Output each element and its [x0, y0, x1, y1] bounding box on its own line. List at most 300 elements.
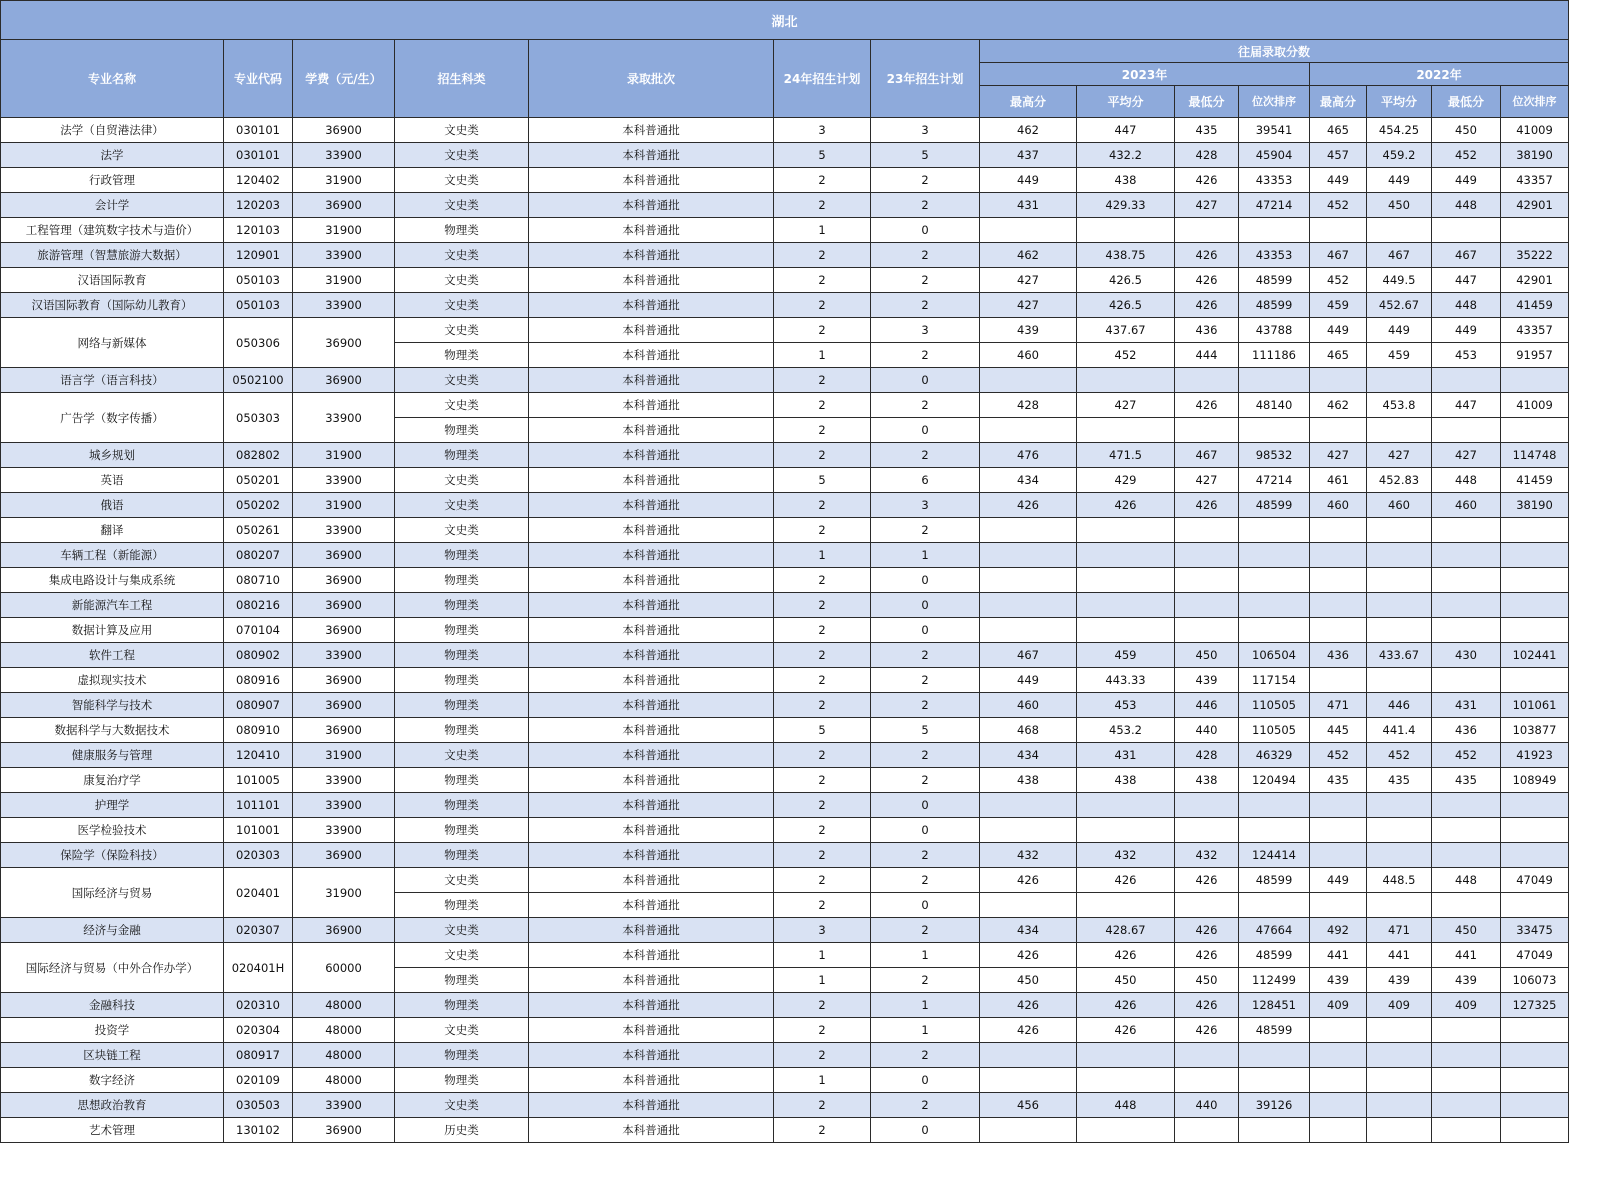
major-cell: 法学: [1, 143, 224, 168]
avg-2022-cell: [1367, 568, 1432, 593]
plan24-cell: 2: [774, 868, 871, 893]
subject-cell: 文史类: [395, 193, 529, 218]
plan24-cell: 2: [774, 518, 871, 543]
table-row: [1, 143, 1569, 168]
plan24-cell: 1: [774, 543, 871, 568]
rank-2022-cell: 41009: [1501, 118, 1569, 143]
fee-cell: 33900: [293, 518, 395, 543]
major-cell: 国际经济与贸易: [1, 868, 224, 918]
min-2023-cell: 426: [1175, 493, 1239, 518]
plan23-cell: 2: [871, 268, 980, 293]
fee-cell: 36900: [293, 1118, 395, 1143]
min-2023-cell: 426: [1175, 268, 1239, 293]
batch-cell: 本科普通批: [529, 743, 774, 768]
batch-cell: 本科普通批: [529, 1093, 774, 1118]
rank-2023-cell: [1239, 1118, 1310, 1143]
fee-cell: 33900: [293, 293, 395, 318]
avg-2023-cell: [1077, 1118, 1175, 1143]
plan24-cell: 2: [774, 1093, 871, 1118]
fee-cell: 60000: [293, 943, 395, 993]
max-2022-cell: [1310, 1118, 1367, 1143]
min-2022-cell: 449: [1432, 168, 1501, 193]
max-2023-cell: 450: [980, 968, 1077, 993]
min-2022-cell: 447: [1432, 393, 1501, 418]
major-cell: 会计学: [1, 193, 224, 218]
rank-2023-cell: [1239, 1068, 1310, 1093]
batch-cell: 本科普通批: [529, 1068, 774, 1093]
plan23-cell: 2: [871, 918, 980, 943]
min-2023-cell: [1175, 818, 1239, 843]
avg-2023-cell: 438.75: [1077, 243, 1175, 268]
subject-cell: 物理类: [395, 593, 529, 618]
avg-2023-cell: 431: [1077, 743, 1175, 768]
plan24-cell: 2: [774, 818, 871, 843]
rank-2022-cell: [1501, 793, 1569, 818]
rank-2023-cell: [1239, 593, 1310, 618]
min-2022-cell: 439: [1432, 968, 1501, 993]
rank-2023-cell: 47664: [1239, 918, 1310, 943]
min-2023-cell: 426: [1175, 868, 1239, 893]
subject-cell: 文史类: [395, 743, 529, 768]
header-avg-2023: 平均分: [1077, 86, 1175, 118]
min-2022-cell: 450: [1432, 918, 1501, 943]
max-2023-cell: 439: [980, 318, 1077, 343]
max-2023-cell: [980, 218, 1077, 243]
code-cell: 120103: [224, 218, 293, 243]
table-row: [1, 768, 1569, 793]
max-2023-cell: [980, 368, 1077, 393]
rank-2022-cell: [1501, 843, 1569, 868]
avg-2022-cell: 452.67: [1367, 293, 1432, 318]
plan24-cell: 2: [774, 443, 871, 468]
major-cell: 翻译: [1, 518, 224, 543]
code-cell: 120402: [224, 168, 293, 193]
avg-2022-cell: 427: [1367, 443, 1432, 468]
min-2022-cell: 436: [1432, 718, 1501, 743]
fee-cell: 36900: [293, 593, 395, 618]
table-row: [1, 1018, 1569, 1043]
min-2022-cell: 431: [1432, 693, 1501, 718]
plan23-cell: 0: [871, 368, 980, 393]
min-2022-cell: 453: [1432, 343, 1501, 368]
avg-2023-cell: 459: [1077, 643, 1175, 668]
rank-2023-cell: 110505: [1239, 693, 1310, 718]
batch-cell: 本科普通批: [529, 793, 774, 818]
code-cell: 101101: [224, 793, 293, 818]
plan23-cell: 2: [871, 1043, 980, 1068]
avg-2023-cell: 429.33: [1077, 193, 1175, 218]
header-year-2022: 2022年: [1310, 63, 1569, 86]
plan23-cell: 2: [871, 768, 980, 793]
max-2022-cell: 461: [1310, 468, 1367, 493]
plan24-cell: 2: [774, 993, 871, 1018]
avg-2022-cell: 449: [1367, 168, 1432, 193]
max-2022-cell: 471: [1310, 693, 1367, 718]
max-2023-cell: 467: [980, 643, 1077, 668]
plan24-cell: 1: [774, 943, 871, 968]
plan23-cell: 0: [871, 568, 980, 593]
batch-cell: 本科普通批: [529, 343, 774, 368]
batch-cell: 本科普通批: [529, 268, 774, 293]
max-2022-cell: 452: [1310, 268, 1367, 293]
subject-cell: 物理类: [395, 968, 529, 993]
major-cell: 软件工程: [1, 643, 224, 668]
avg-2023-cell: 426: [1077, 493, 1175, 518]
code-cell: 050103: [224, 268, 293, 293]
fee-cell: 31900: [293, 168, 395, 193]
plan23-cell: 0: [871, 818, 980, 843]
major-cell: 康复治疗学: [1, 768, 224, 793]
subject-cell: 物理类: [395, 618, 529, 643]
plan24-cell: 5: [774, 718, 871, 743]
header-major: 专业名称: [1, 40, 224, 118]
rank-2022-cell: 43357: [1501, 318, 1569, 343]
code-cell: 120410: [224, 743, 293, 768]
code-cell: 050103: [224, 293, 293, 318]
plan23-cell: 0: [871, 218, 980, 243]
avg-2022-cell: 454.25: [1367, 118, 1432, 143]
avg-2023-cell: 438: [1077, 168, 1175, 193]
avg-2023-cell: [1077, 218, 1175, 243]
avg-2023-cell: [1077, 793, 1175, 818]
max-2022-cell: 409: [1310, 993, 1367, 1018]
plan23-cell: 2: [871, 693, 980, 718]
max-2022-cell: [1310, 668, 1367, 693]
min-2023-cell: [1175, 368, 1239, 393]
fee-cell: 33900: [293, 393, 395, 443]
avg-2022-cell: 450: [1367, 193, 1432, 218]
plan23-cell: 1: [871, 1018, 980, 1043]
major-cell: 车辆工程（新能源）: [1, 543, 224, 568]
max-2023-cell: 432: [980, 843, 1077, 868]
max-2023-cell: [980, 568, 1077, 593]
min-2022-cell: 435: [1432, 768, 1501, 793]
table-row: [1, 393, 1569, 418]
min-2023-cell: 427: [1175, 193, 1239, 218]
avg-2023-cell: [1077, 818, 1175, 843]
rank-2023-cell: 48599: [1239, 943, 1310, 968]
major-cell: 思想政治教育: [1, 1093, 224, 1118]
max-2023-cell: [980, 618, 1077, 643]
plan23-cell: 0: [871, 793, 980, 818]
avg-2023-cell: 471.5: [1077, 443, 1175, 468]
avg-2023-cell: [1077, 893, 1175, 918]
avg-2023-cell: 453: [1077, 693, 1175, 718]
min-2022-cell: 450: [1432, 118, 1501, 143]
min-2022-cell: 460: [1432, 493, 1501, 518]
rank-2023-cell: [1239, 368, 1310, 393]
min-2023-cell: 446: [1175, 693, 1239, 718]
table-row: [1, 543, 1569, 568]
avg-2023-cell: [1077, 543, 1175, 568]
batch-cell: 本科普通批: [529, 368, 774, 393]
avg-2023-cell: [1077, 368, 1175, 393]
code-cell: 080902: [224, 643, 293, 668]
major-cell: 语言学（语言科技）: [1, 368, 224, 393]
rank-2023-cell: 48599: [1239, 1018, 1310, 1043]
batch-cell: 本科普通批: [529, 718, 774, 743]
batch-cell: 本科普通批: [529, 418, 774, 443]
code-cell: 020303: [224, 843, 293, 868]
rank-2023-cell: [1239, 543, 1310, 568]
min-2023-cell: 438: [1175, 768, 1239, 793]
avg-2023-cell: [1077, 418, 1175, 443]
major-cell: 保险学（保险科技）: [1, 843, 224, 868]
header-subject: 招生科类: [395, 40, 529, 118]
plan24-cell: 1: [774, 218, 871, 243]
batch-cell: 本科普通批: [529, 1118, 774, 1143]
min-2022-cell: [1432, 368, 1501, 393]
max-2023-cell: [980, 893, 1077, 918]
avg-2022-cell: [1367, 368, 1432, 393]
subject-cell: 物理类: [395, 643, 529, 668]
min-2022-cell: 427: [1432, 443, 1501, 468]
batch-cell: 本科普通批: [529, 893, 774, 918]
avg-2022-cell: [1367, 218, 1432, 243]
major-cell: 健康服务与管理: [1, 743, 224, 768]
table-row: [1, 693, 1569, 718]
min-2023-cell: [1175, 793, 1239, 818]
avg-2023-cell: [1077, 1043, 1175, 1068]
min-2023-cell: 450: [1175, 968, 1239, 993]
code-cell: 050201: [224, 468, 293, 493]
min-2022-cell: [1432, 818, 1501, 843]
avg-2022-cell: 449: [1367, 318, 1432, 343]
min-2022-cell: [1432, 418, 1501, 443]
max-2023-cell: 438: [980, 768, 1077, 793]
plan23-cell: 1: [871, 993, 980, 1018]
avg-2022-cell: [1367, 1093, 1432, 1118]
max-2022-cell: 465: [1310, 343, 1367, 368]
rank-2022-cell: [1501, 1068, 1569, 1093]
min-2022-cell: 448: [1432, 293, 1501, 318]
header-code: 专业代码: [224, 40, 293, 118]
avg-2023-cell: 432.2: [1077, 143, 1175, 168]
major-cell: 工程管理（建筑数字技术与造价）: [1, 218, 224, 243]
plan24-cell: 2: [774, 568, 871, 593]
major-cell: 医学检验技术: [1, 818, 224, 843]
plan24-cell: 2: [774, 193, 871, 218]
rank-2023-cell: 110505: [1239, 718, 1310, 743]
table-row: [1, 368, 1569, 393]
code-cell: 030503: [224, 1093, 293, 1118]
max-2023-cell: [980, 518, 1077, 543]
rank-2022-cell: [1501, 218, 1569, 243]
max-2022-cell: 457: [1310, 143, 1367, 168]
fee-cell: 36900: [293, 193, 395, 218]
min-2023-cell: 467: [1175, 443, 1239, 468]
plan24-cell: 1: [774, 1068, 871, 1093]
fee-cell: 36900: [293, 618, 395, 643]
plan23-cell: 0: [871, 893, 980, 918]
rank-2023-cell: [1239, 618, 1310, 643]
max-2023-cell: 426: [980, 493, 1077, 518]
max-2022-cell: [1310, 543, 1367, 568]
plan24-cell: 2: [774, 393, 871, 418]
major-cell: 艺术管理: [1, 1118, 224, 1143]
table-row: [1, 168, 1569, 193]
avg-2023-cell: 427: [1077, 393, 1175, 418]
header-history: 往届录取分数: [980, 40, 1569, 63]
rank-2023-cell: 48599: [1239, 268, 1310, 293]
plan23-cell: 5: [871, 143, 980, 168]
major-cell: 数据科学与大数据技术: [1, 718, 224, 743]
max-2022-cell: 465: [1310, 118, 1367, 143]
rank-2022-cell: [1501, 618, 1569, 643]
table-row: [1, 468, 1569, 493]
table-row: [1, 743, 1569, 768]
max-2023-cell: 434: [980, 918, 1077, 943]
rank-2023-cell: 124414: [1239, 843, 1310, 868]
batch-cell: 本科普通批: [529, 1018, 774, 1043]
batch-cell: 本科普通批: [529, 318, 774, 343]
avg-2023-cell: 443.33: [1077, 668, 1175, 693]
max-2022-cell: 449: [1310, 318, 1367, 343]
code-cell: 080916: [224, 668, 293, 693]
rank-2022-cell: 35222: [1501, 243, 1569, 268]
min-2023-cell: [1175, 618, 1239, 643]
min-2022-cell: 449: [1432, 318, 1501, 343]
rank-2023-cell: 98532: [1239, 443, 1310, 468]
avg-2023-cell: 448: [1077, 1093, 1175, 1118]
rank-2023-cell: 117154: [1239, 668, 1310, 693]
batch-cell: 本科普通批: [529, 818, 774, 843]
max-2023-cell: 426: [980, 993, 1077, 1018]
min-2022-cell: [1432, 1118, 1501, 1143]
plan23-cell: 2: [871, 1093, 980, 1118]
batch-cell: 本科普通批: [529, 293, 774, 318]
header-rank-2023: 位次排序: [1239, 86, 1310, 118]
major-cell: 新能源汽车工程: [1, 593, 224, 618]
fee-cell: 31900: [293, 268, 395, 293]
plan24-cell: 5: [774, 468, 871, 493]
plan23-cell: 0: [871, 418, 980, 443]
plan24-cell: 2: [774, 368, 871, 393]
rank-2022-cell: [1501, 668, 1569, 693]
min-2023-cell: 439: [1175, 668, 1239, 693]
code-cell: 080710: [224, 568, 293, 593]
fee-cell: 31900: [293, 868, 395, 918]
avg-2023-cell: 450: [1077, 968, 1175, 993]
avg-2022-cell: [1367, 843, 1432, 868]
plan23-cell: 0: [871, 593, 980, 618]
max-2022-cell: 462: [1310, 393, 1367, 418]
max-2022-cell: 449: [1310, 868, 1367, 893]
rank-2023-cell: [1239, 418, 1310, 443]
plan23-cell: 2: [871, 243, 980, 268]
table-body: [1, 118, 1569, 1143]
avg-2022-cell: [1367, 543, 1432, 568]
plan24-cell: 2: [774, 418, 871, 443]
plan23-cell: 0: [871, 1118, 980, 1143]
max-2023-cell: [980, 793, 1077, 818]
max-2023-cell: 460: [980, 693, 1077, 718]
batch-cell: 本科普通批: [529, 168, 774, 193]
min-2022-cell: [1432, 668, 1501, 693]
plan24-cell: 2: [774, 1118, 871, 1143]
table-row: [1, 493, 1569, 518]
subject-cell: 文史类: [395, 318, 529, 343]
fee-cell: 33900: [293, 243, 395, 268]
batch-cell: 本科普通批: [529, 443, 774, 468]
plan23-cell: 0: [871, 1068, 980, 1093]
table-row: [1, 518, 1569, 543]
table-title: 湖北: [1, 1, 1569, 40]
max-2023-cell: 462: [980, 243, 1077, 268]
avg-2023-cell: 432: [1077, 843, 1175, 868]
table-row: [1, 718, 1569, 743]
batch-cell: 本科普通批: [529, 993, 774, 1018]
major-cell: 汉语国际教育: [1, 268, 224, 293]
major-cell: 区块链工程: [1, 1043, 224, 1068]
fee-cell: 36900: [293, 843, 395, 868]
rank-2022-cell: 42901: [1501, 193, 1569, 218]
fee-cell: 31900: [293, 743, 395, 768]
table-row: [1, 293, 1569, 318]
max-2022-cell: [1310, 568, 1367, 593]
batch-cell: 本科普通批: [529, 968, 774, 993]
code-cell: 020310: [224, 993, 293, 1018]
min-2023-cell: [1175, 218, 1239, 243]
code-cell: 080917: [224, 1043, 293, 1068]
rank-2022-cell: 41459: [1501, 293, 1569, 318]
min-2023-cell: 426: [1175, 393, 1239, 418]
subject-cell: 文史类: [395, 118, 529, 143]
header-rank-2022: 位次排序: [1501, 86, 1569, 118]
plan24-cell: 2: [774, 243, 871, 268]
min-2022-cell: [1432, 568, 1501, 593]
plan23-cell: 2: [871, 293, 980, 318]
min-2022-cell: 430: [1432, 643, 1501, 668]
rank-2023-cell: 128451: [1239, 993, 1310, 1018]
subject-cell: 物理类: [395, 1068, 529, 1093]
min-2023-cell: 426: [1175, 1018, 1239, 1043]
table-row: [1, 593, 1569, 618]
subject-cell: 历史类: [395, 1118, 529, 1143]
table-row: [1, 943, 1569, 968]
code-cell: 050306: [224, 318, 293, 368]
rank-2022-cell: 41009: [1501, 393, 1569, 418]
subject-cell: 物理类: [395, 693, 529, 718]
avg-2023-cell: [1077, 1068, 1175, 1093]
avg-2022-cell: 452.83: [1367, 468, 1432, 493]
max-2022-cell: [1310, 618, 1367, 643]
rank-2022-cell: [1501, 518, 1569, 543]
rank-2023-cell: 120494: [1239, 768, 1310, 793]
rank-2022-cell: 101061: [1501, 693, 1569, 718]
batch-cell: 本科普通批: [529, 593, 774, 618]
min-2023-cell: 432: [1175, 843, 1239, 868]
avg-2022-cell: 435: [1367, 768, 1432, 793]
header-avg-2022: 平均分: [1367, 86, 1432, 118]
avg-2023-cell: 426: [1077, 993, 1175, 1018]
max-2022-cell: 427: [1310, 443, 1367, 468]
min-2023-cell: [1175, 418, 1239, 443]
code-cell: 050202: [224, 493, 293, 518]
min-2023-cell: 428: [1175, 743, 1239, 768]
subject-cell: 物理类: [395, 1043, 529, 1068]
fee-cell: 33900: [293, 468, 395, 493]
batch-cell: 本科普通批: [529, 468, 774, 493]
plan23-cell: 2: [871, 668, 980, 693]
min-2022-cell: [1432, 1068, 1501, 1093]
plan23-cell: 5: [871, 718, 980, 743]
plan24-cell: 2: [774, 793, 871, 818]
plan24-cell: 2: [774, 618, 871, 643]
plan23-cell: 0: [871, 618, 980, 643]
avg-2022-cell: 448.5: [1367, 868, 1432, 893]
subject-cell: 物理类: [395, 793, 529, 818]
